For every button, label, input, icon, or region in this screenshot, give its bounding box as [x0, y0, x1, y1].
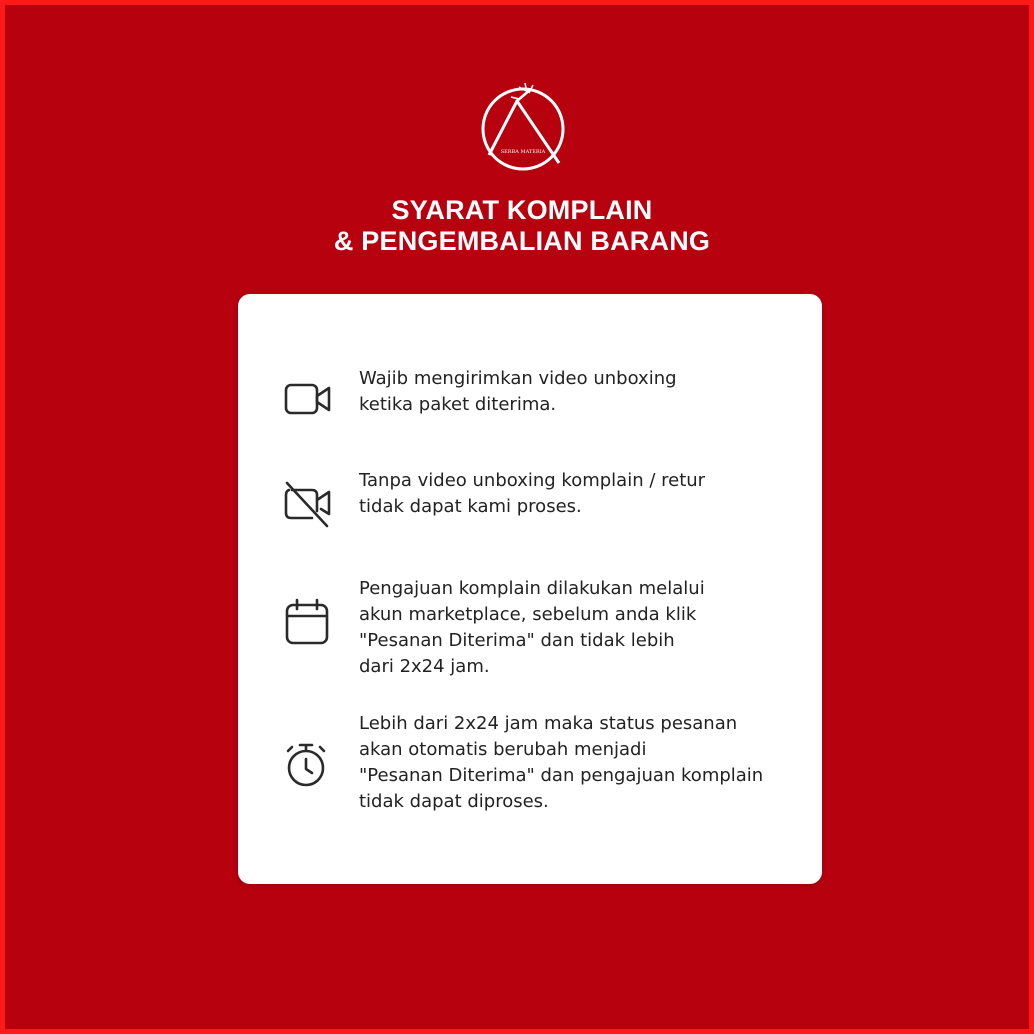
calendar-icon: [282, 596, 334, 648]
logo-wordmark: SERBA MATERIA: [500, 149, 546, 155]
page-title-line-2: & PENGEMBALIAN BARANG: [333, 226, 711, 256]
brand-logo-icon: [475, 77, 571, 173]
terms-card: [238, 294, 822, 884]
list-item-text: Tanpa video unboxing komplain / retur tidak dapat kami proses.: [359, 470, 706, 517]
video-camera-icon: [282, 374, 334, 426]
list-item-text: Pengajuan komplain dilakukan melalui akun marketplace, sebelum anda klik "Pesanan Diterima" dan tidak lebih dari 2x24 jam.: [359, 578, 705, 677]
list-item-text: Wajib mengirimkan video unboxing ketika paket diterima.: [359, 368, 677, 415]
page-title-line-1: SYARAT KOMPLAIN: [391, 195, 653, 225]
list-item-text: Lebih dari 2x24 jam maka status pesanan akan otomatis berubah menjadi "Pesanan Diterima" dan pengajuan komplain tidak dapat diproses.: [359, 713, 764, 812]
stopwatch-icon: [282, 739, 334, 791]
video-off-icon: [282, 478, 334, 530]
